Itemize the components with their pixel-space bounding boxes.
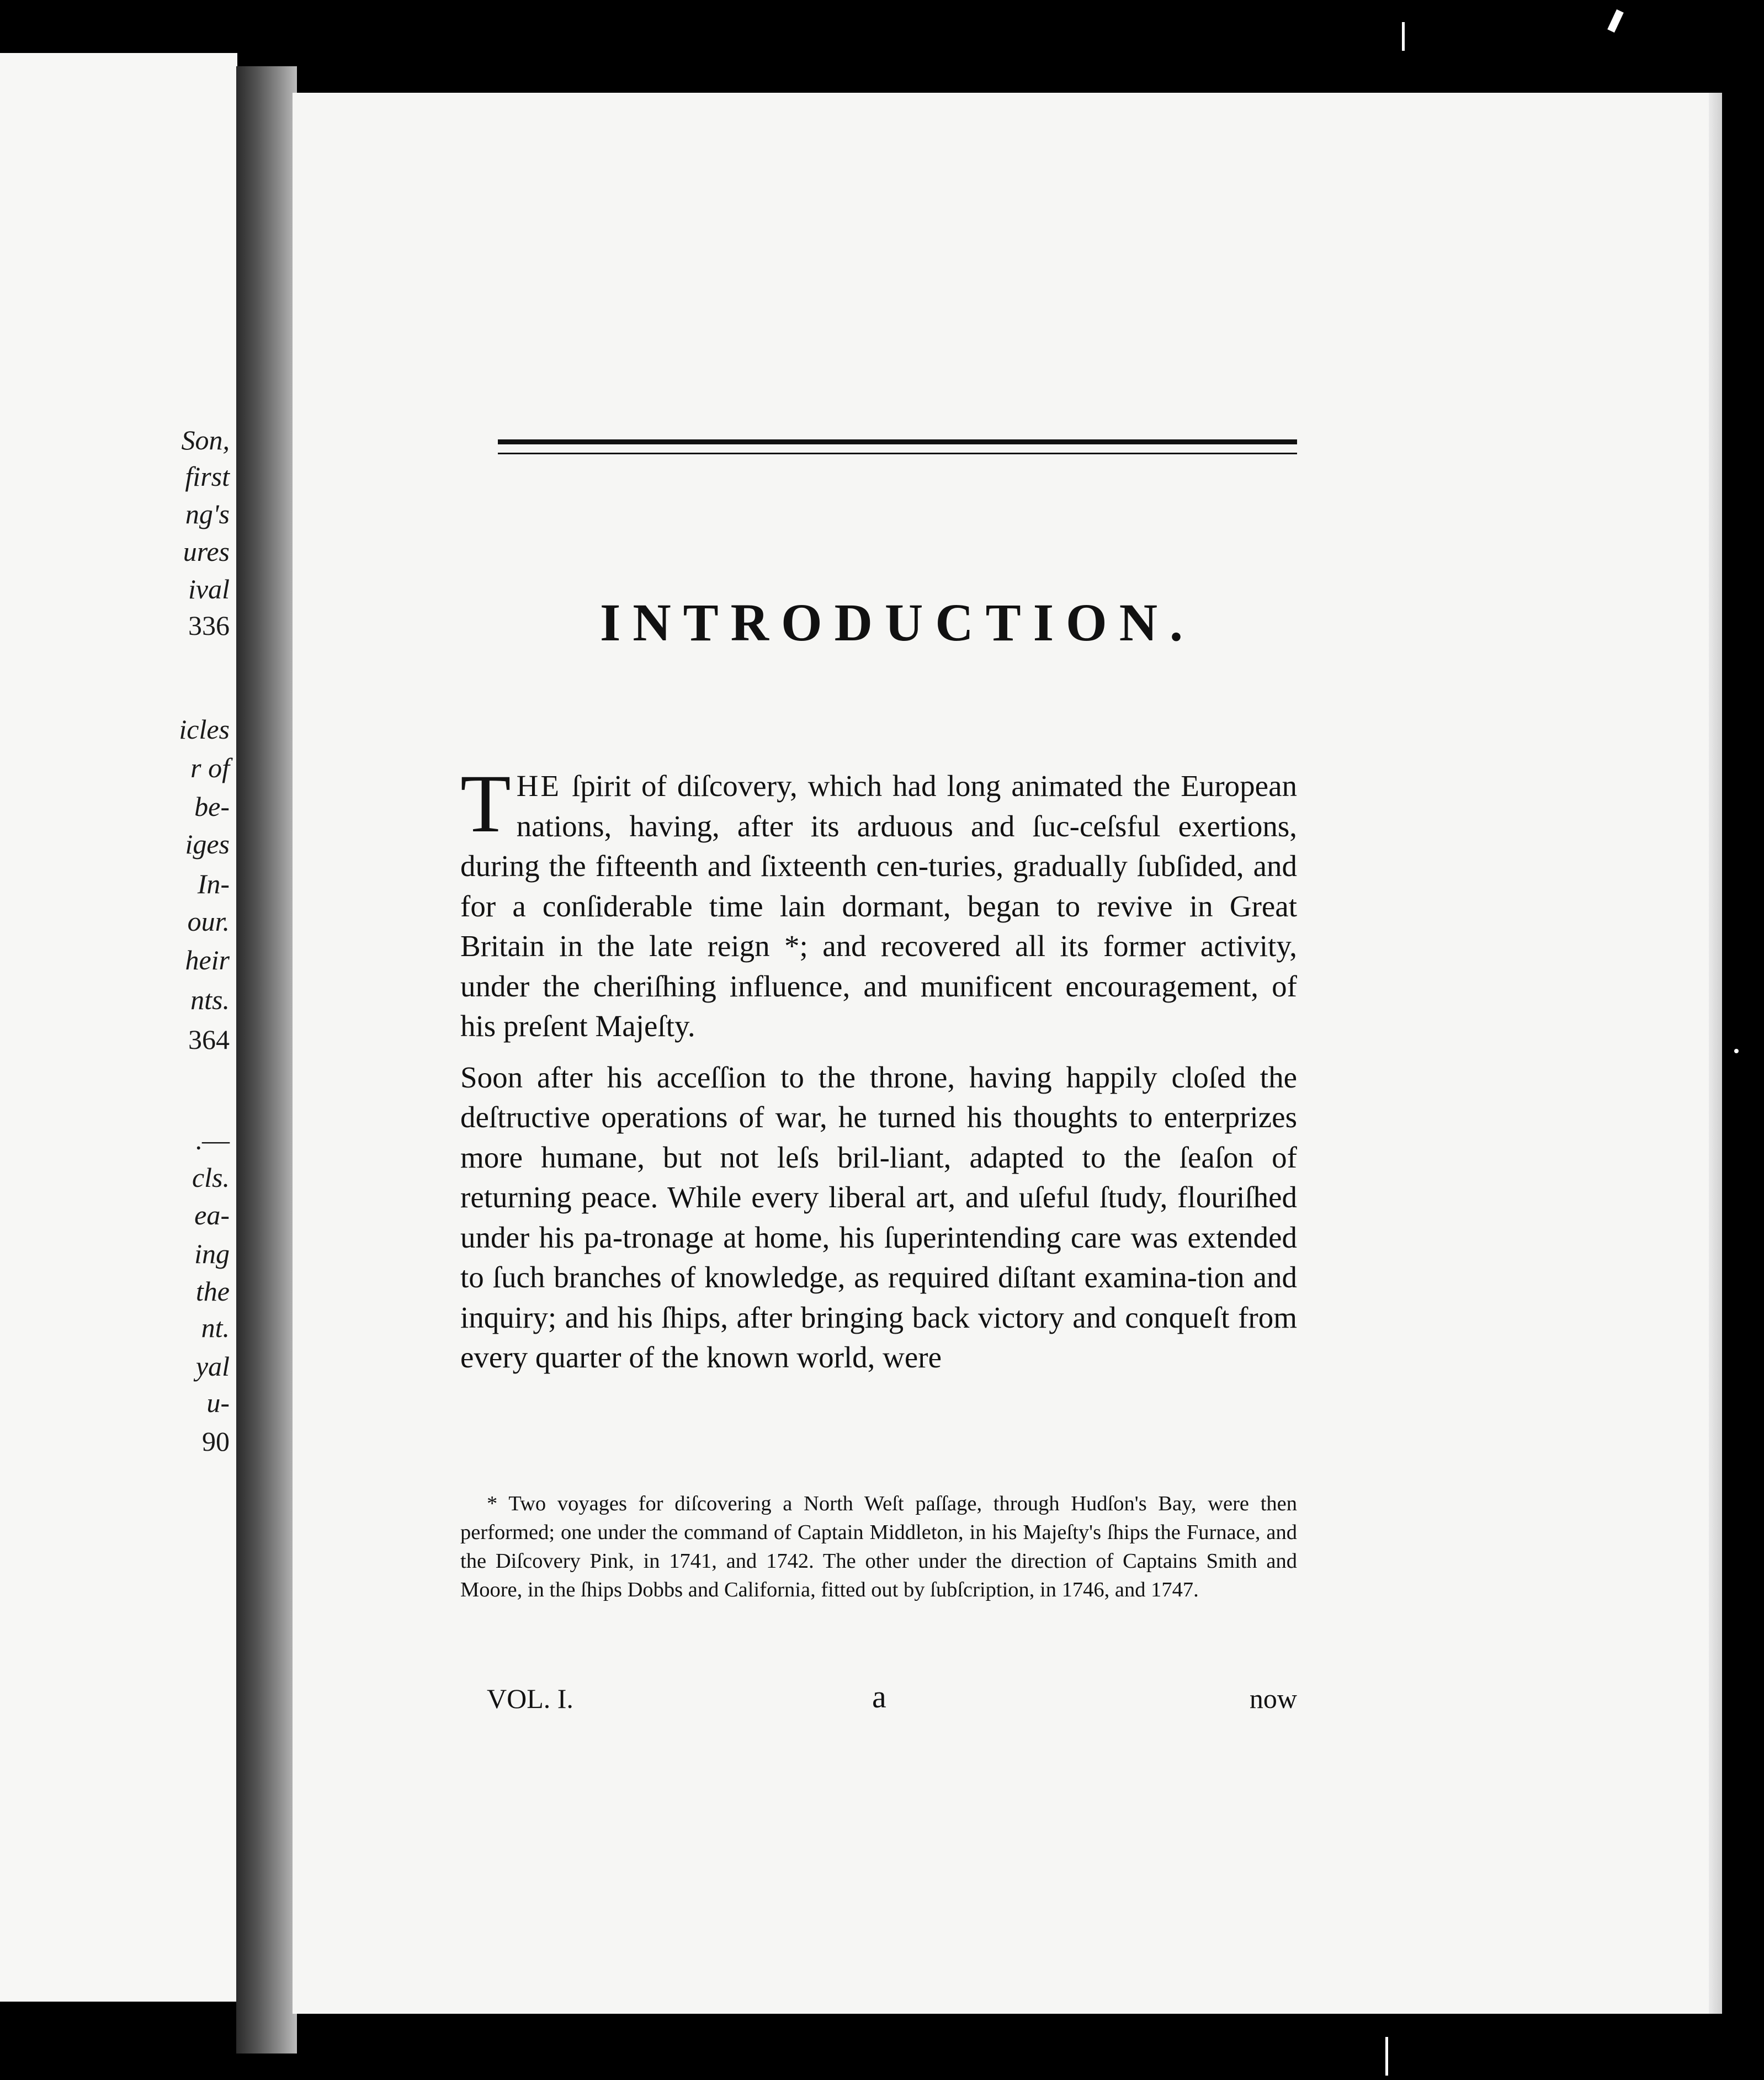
footnote: * Two voyages for diſcovering a North Weſt paſſage, through Hudſon's Bay, were then performed; one under the command of Captain Middleton, in his Majeſty's ſhips the Furnace, and the Diſcovery Pink, in 1741, and 1742. The other under the direction of Captains Smith and Moore, in the ſhips Dobbs and California, fitted out by ſubſcription, in 1746, and 1747.: [460, 1492, 1297, 1601]
facing-page-fragment: In-: [197, 868, 230, 899]
facing-page-fragment: ures: [183, 536, 230, 567]
signature-mark: a: [872, 1679, 886, 1715]
paragraph-1: [460, 758, 1297, 1047]
scan-artifact-mark: [1734, 1049, 1739, 1053]
facing-page-fragment: first: [185, 461, 230, 492]
scan-artifact-mark: [1385, 2037, 1388, 2076]
facing-page-fragment: 336: [188, 610, 230, 641]
paragraph-1-text: ſpirit of diſcovery, which had long animated the European nations, having, after its arduous and ſuc-ceſsful exertions, during the fifteenth and ſixteenth cen-turies, gradually ſubſided, and for a conſiderable time lain dormant, began to revive in Great Britain in the late reign *; and recovered all its former activity, under the cheriſhing influence, and munificent encouragement, of his preſent Majeſty.: [460, 769, 1297, 1043]
facing-page-fragment: ea-: [194, 1200, 230, 1230]
facing-page-fragment: r of: [190, 752, 230, 783]
facing-page-fragment: 364: [188, 1024, 230, 1055]
book-page: [293, 93, 1722, 2014]
facing-page-fragment: u-: [206, 1387, 230, 1418]
scan-artifact-mark: [1607, 9, 1624, 33]
page-edge-shadow: [1709, 93, 1722, 2014]
facing-page-fragment: our.: [187, 906, 230, 937]
facing-page-fragment: .—: [195, 1124, 230, 1155]
facing-page-fragment: ng's: [185, 498, 230, 529]
facing-page-fragment: be-: [194, 791, 230, 822]
facing-page-fragment: nts.: [190, 984, 230, 1015]
facing-page-fragment: icles: [179, 714, 230, 745]
page-heading: INTRODUCTION.: [599, 593, 1196, 652]
facing-page-fragment: ing: [194, 1238, 230, 1269]
facing-page-left: [0, 53, 237, 2002]
facing-page-fragment: the: [195, 1276, 230, 1307]
catchword: now: [1249, 1683, 1297, 1714]
volume-marker: VOL. I.: [487, 1683, 573, 1714]
facing-page-fragment: 90: [202, 1426, 230, 1457]
body-text: [460, 758, 1297, 1378]
drop-cap: T: [460, 758, 511, 850]
facing-page-fragment: cls.: [192, 1162, 230, 1193]
header-rule-thin: [498, 453, 1297, 454]
paragraph-2: Soon after his acceſſion to the throne, having happily cloſed the deſtructive operations of war, he turned his thoughts to enterprizes more humane, but not leſs bril-liant, adapted to the ſeaſon of returning peace. While every liberal art, and uſeful ſtudy, flouriſhed under his pa-tronage at home, his ſuperintending care was extended to ſuch branches of knowledge, as required diſtant examina-tion and inquiry; and his ſhips, after bringing back victory and conqueſt from every quarter of the known world, were: [460, 1060, 1297, 1374]
facing-page-fragment: ival: [188, 574, 230, 604]
facing-page-fragment: Son,: [181, 425, 230, 455]
facing-page-fragment: yal: [195, 1351, 230, 1382]
book-gutter-shadow: [236, 66, 297, 2054]
facing-page-fragment: iges: [185, 829, 230, 859]
first-word-rest: HE: [516, 769, 561, 803]
facing-page-fragment: nt.: [201, 1312, 230, 1343]
header-rule-thick: [498, 439, 1297, 444]
facing-page-fragment: heir: [185, 945, 230, 975]
scan-artifact-mark: [1402, 22, 1405, 51]
